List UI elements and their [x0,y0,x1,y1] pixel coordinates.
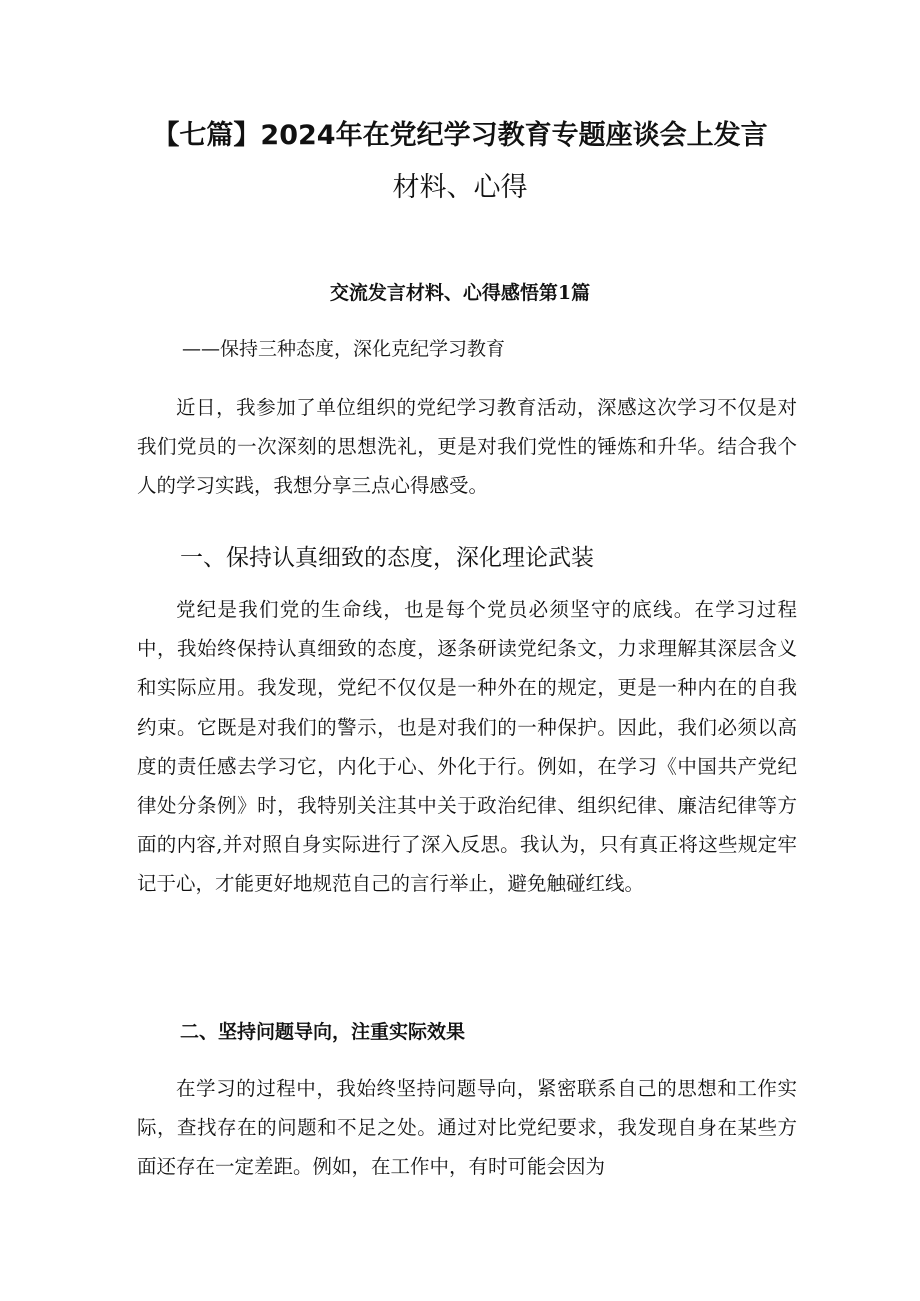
document-title-line-2: 材料、心得 [392,172,528,203]
intro-paragraph: 近日，我参加了单位组织的党纪学习教育活动，深感这次学习不仅是对我们党员的一次深刻的思想洗礼，更是对我们党性的锤炼和升华。结合我个人的学习实践，我想分享三点心得感受。 [137,396,797,498]
heading-two: 二、坚持问题导向，注重实际效果 [180,1021,466,1043]
section-heading: 交流发言材料、心得感悟第1篇 [329,282,591,304]
paragraph-one: 党纪是我们党的生命线，也是每个党员必须坚守的底线。在学习过程中，我始终保持认真细致的态度，逐条研读党纪条文，力求理解其深层含义和实际应用。我发现，党纪不仅仅是一种外在的规定，更是一种内在的自我约束。它既是对我们的警示，也是对我们的一种保护。因此，我们必须以高度的责任感去学习它，内化于心、外化于行。例如，在学习《中国共产党纪律处分条例》时，我特别关注其中关于政治纪律、组织纪律、廉洁纪律等方面的内容,并对照自身实际进行了深入反思。我认为，只有真正将这些规定牢记于心，才能更好地规范自己的言行举止，避免触碰红线。 [137,598,797,896]
document-title-line-1: 【七篇】2024年在党纪学习教育专题座谈会上发言 [152,120,768,151]
heading-one: 一、保持认真细致的态度，深化理论武装 [180,545,594,571]
section-subtitle: ——保持三种态度，深化克纪学习教育 [182,338,506,360]
paragraph-two: 在学习的过程中，我始终坚持问题导向，紧密联系自己的思想和工作实际，查找存在的问题和不足之处。通过对比党纪要求，我发现自身在某些方面还存在一定差距。例如，在工作中，有时可能会因为 [137,1077,797,1179]
